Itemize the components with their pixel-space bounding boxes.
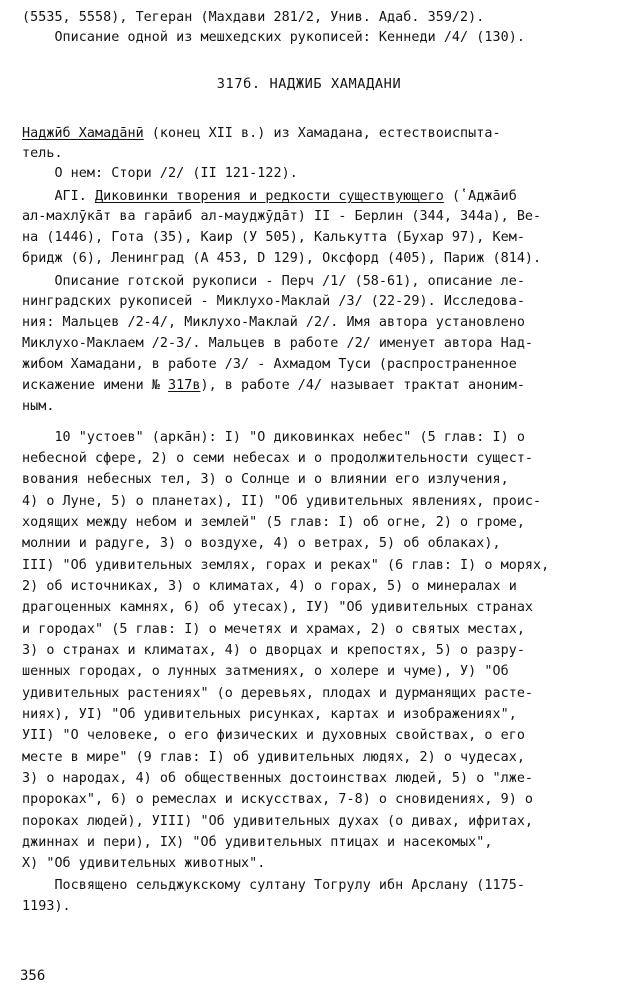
text-span: искажение имени № (22, 378, 169, 393)
text-line: 3) о странах и климатах, 4) о дворцах и крепостях, 5) о разру- (22, 643, 525, 658)
text-line: 1193). (22, 899, 71, 914)
text-line: Описание готской рукописи - Перч /1/ (58-61), описание ле- (22, 274, 525, 289)
text-line (22, 187, 517, 207)
text-line: тель. (22, 146, 63, 161)
text-line: Описание одной из мешхедских рукописей: Кеннеди /4/ (130). (22, 30, 525, 45)
text-line: пророках", 6) о ремеслах и искусствах, 7-8) о сновидениях, 9) о (22, 792, 534, 807)
cross-reference: 317в (168, 378, 201, 393)
text-line: месте в мире" (9 глав: I) об удивительных людях, 2) о чудесах, (22, 750, 525, 765)
text-line (22, 124, 501, 144)
text-line: нинградских рукописей - Миклухо-Маклай /3/ (22-29). Исследова- (22, 294, 525, 309)
text-line: небесной сфере, 2) о семи небесах и о продолжительности сущест- (22, 451, 534, 466)
text-line: бридж (6), Ленинград (А 453, D 129), Оксфорд (405), Париж (814). (22, 251, 542, 266)
text-line: 4) о Луне, 5) о планетах), II) "Об удивительных явлениях, проис- (22, 494, 542, 509)
text-line: пороках людей), УIII) "Об удивительных духах (о дивах, ифритах, (22, 814, 534, 829)
author-name: Наджӣб Хамадāнӣ (22, 126, 144, 141)
text-line: шенных городах, о лунных затмениях, о холере и чуме), У) "Об (22, 664, 509, 679)
text-line: Миклухо-Маклаем /2-3/. Мальцев в работе /2/ именует автора Над- (22, 336, 534, 351)
page-number: 356 (20, 968, 46, 984)
text-span: (ʽАджāиб (443, 189, 517, 204)
text-line: ниях), УI) "Об удивительных рисунках, картах и изображениях", (22, 707, 517, 722)
text-line: удивительных растениях" (о деревьях, плодах и дурманящих расте- (22, 686, 534, 701)
text-span: (конец XII в.) из Хамадана, естествоиспыта- (143, 126, 501, 141)
text-line: (5535, 5558), Тегеран (Махдави 281/2, Унив. Адаб. 359/2). (22, 10, 485, 25)
text-line: и городах" (5 глав: I) о мечетях и храмах, 2) о святых местах, (22, 622, 525, 637)
text-line: жибом Хамадани, в работе /3/ - Ахмадом Туси (распространенное (22, 357, 517, 372)
text-line: 2) об источниках, 3) о климатах, 4) о горах, 5) о минералах и (22, 579, 517, 594)
text-line (22, 376, 525, 396)
text-line: ным. (22, 399, 55, 414)
text-line: X) "Об удивительных животных". (22, 856, 266, 871)
text-line: молнии и радуге, 3) о воздухе, 4) о ветрах, 5) об облаках), (22, 536, 501, 551)
text-span: АГI. (22, 189, 96, 204)
text-line: О нем: Стори /2/ (II 121-122). (22, 166, 298, 181)
section-heading: 317б. НАДЖИБ ХАМАДАНИ (216, 76, 402, 92)
text-line: ния: Мальцев /2-4/, Миклухо-Маклай /2/. Имя автора установлено (22, 315, 525, 330)
text-line: джиннах и пери), IX) "Об удивительных птицах и насекомых", (22, 835, 493, 850)
text-line: на (1446), Гота (35), Каир (У 505), Калькутта (Бухар 97), Кем- (22, 230, 525, 245)
text-span: ), в работе /4/ называет трактат аноним- (200, 378, 525, 393)
text-line: драгоценных камнях, 6) об утесах), IУ) "Об удивительных странах (22, 600, 534, 615)
work-title: Диковинки творения и редкости существующего (95, 189, 444, 204)
text-line: вования небесных тел, 3) о Солнце и о влиянии его излучения, (22, 472, 509, 487)
text-line: 3) о народах, 4) об общественных достоинствах людей, 5) о "лже- (22, 771, 534, 786)
text-line: III) "Об удивительных землях, горах и реках" (6 глав: I) о морях, (22, 558, 550, 573)
text-line: 10 "устоев" (аркāн): I) "О диковинках небес" (5 глав: I) о (22, 430, 525, 445)
text-line: Посвящено сельджукскому султану Тогрулу ибн Арслану (1175- (22, 878, 525, 893)
text-line: УII) "О человеке, о его физических и духовных свойствах, о его (22, 728, 525, 743)
text-line: ходящих между небом и землей" (5 глав: I) об огне, 2) о громе, (22, 515, 525, 530)
text-line: ал-махлӯкāт ва гарāиб ал-мауджӯдāт) II - Берлин (344, 344а), Ве- (22, 209, 542, 224)
